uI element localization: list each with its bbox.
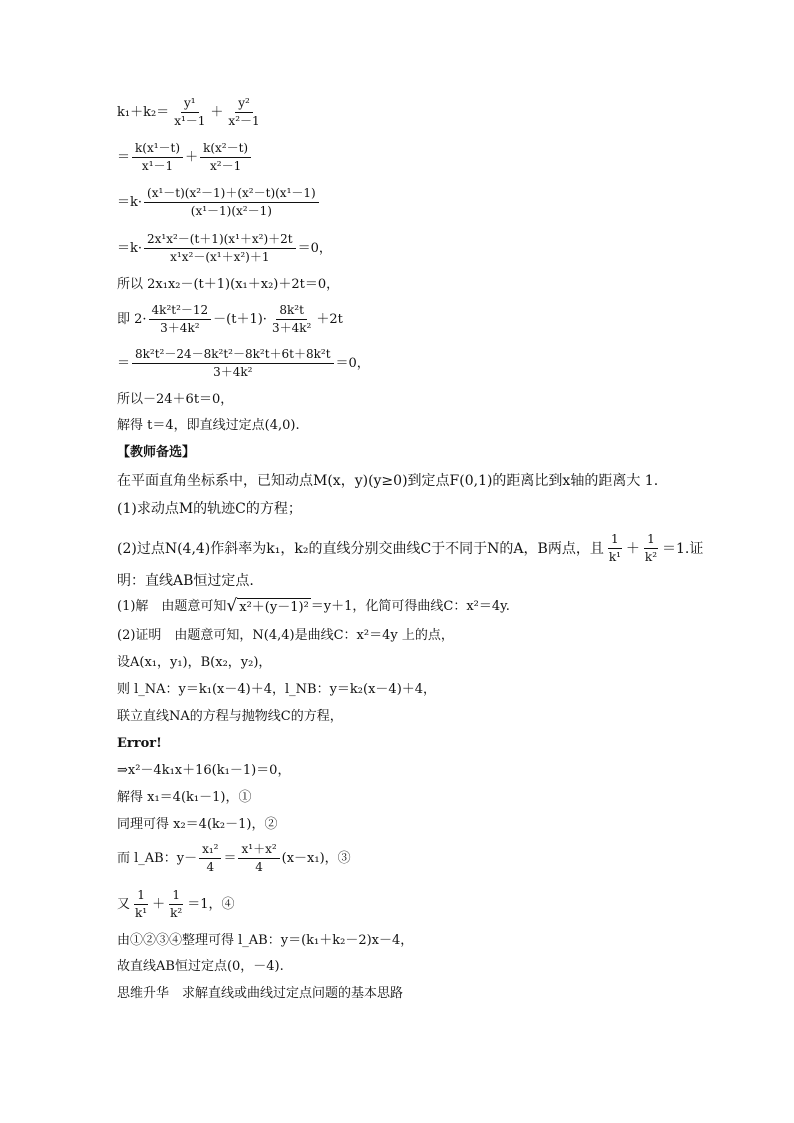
solution-line: 解得 x₁＝4(k₁－1)，①: [117, 790, 252, 805]
solution-line: 设A(x₁，y₁)，B(x₂，y₂)，: [117, 655, 272, 670]
fraction: $\frac{\text{2x¹x²－(t＋1)(x¹＋x²)＋2t}}{\text{x¹x²－(x¹＋x²)＋1}}$: [144, 232, 296, 265]
fraction: $\frac{\text{k(x¹－t)}}{\text{x¹－1}}$: [132, 141, 183, 174]
fraction: $\frac{1}{\text{k¹}}$: [135, 888, 148, 920]
fraction: $\frac{\text{8k²t²－24－8k²t²－8k²t＋6t＋8k²t}}{\text{3＋4k²}}$: [132, 347, 334, 380]
derivation-line-6: 即 2· $\frac{\text{4k²t²－12}}{\text{3＋4k²}}$ －(t＋1)· $\frac{\text{8k²t}}{\text{3＋4k²}}$ ＋2t: [117, 303, 343, 335]
derivation-line-5: 所以 2x₁x₂－(t＋1)(x₁＋x₂)＋2t＝0，: [117, 277, 340, 292]
fraction: $\frac{\text{k(x²－t)}}{\text{x²－1}}$: [200, 141, 251, 174]
fraction: $\frac{1}{\text{k²}}$: [644, 532, 658, 564]
fraction: $\frac{\text{y²}}{\text{x²－1}}$: [228, 96, 260, 128]
summary-heading: 思维升华 求解直线或曲线过定点问题的基本思路: [117, 986, 404, 1001]
solution-part-1: (1)解 由题意可知 √ x²＋(y－1)² ＝y＋1，化简可得曲线C：x²＝4y.: [117, 596, 510, 616]
teacher-heading: 【教师备选】: [117, 445, 196, 460]
derivation-line-4: ＝k· $\frac{\text{2x¹x²－(t＋1)(x¹＋x²)＋2t}}{\text{x¹x²－(x¹＋x²)＋1}}$ ＝0，: [117, 232, 332, 264]
fraction: $\frac{\text{8k²t}}{\text{3＋4k²}}$: [271, 303, 312, 335]
sqrt-expression: √ x²＋(y－1)²: [226, 596, 309, 616]
derivation-line-3: ＝k· $\frac{\text{(x¹－t)(x²－1)＋(x²－t)(x¹－1)}}{\text{(x¹－1)(x²－1)}}$: [117, 186, 321, 219]
problem-part-2: (2)过点N(4,4)作斜率为k₁，k₂的直线分别交曲线C于不同于N的A，B两点，且 $\frac{1}{\text{k¹}}$ ＋ $\frac{1}{\text{k²}}$ ＝1.证: [117, 532, 704, 564]
solution-line: 则 l_NA：y＝k₁(x－4)＋4，l_NB：y＝k₂(x－4)＋4，: [117, 682, 437, 697]
solution-part-2: (2)证明 由题意可知，N(4,4)是曲线C：x²＝4y 上的点，: [117, 628, 454, 643]
fraction: $\frac{\text{x₁²}}{4}$: [199, 842, 221, 875]
solution-line: 同理可得 x₂＝4(k₂－1)，②: [117, 817, 278, 832]
derivation-line-1: k₁＋k₂＝ $\frac{\text{y¹}}{\text{x¹－1}}$ ＋ $\frac{\text{y²}}{\text{x²－1}}$: [117, 96, 265, 129]
derivation-line-7: ＝ $\frac{\text{8k²t²－24－8k²t²－8k²t＋6t＋8k²t}}{\text{3＋4k²}}$ ＝0，: [117, 347, 370, 379]
solution-line: 联立直线NA的方程与抛物线C的方程，: [117, 709, 343, 724]
fraction: $\frac{\text{y¹}}{\text{x¹－1}}$: [174, 96, 206, 128]
derivation-line-8: 所以－24＋6t＝0，: [117, 392, 234, 407]
solution-line-condition: 又 $\frac{1}{\text{k¹}}$ ＋ $\frac{1}{\text{k²}}$ ＝1，④: [117, 888, 235, 920]
fraction: $\frac{\text{4k²t²－12}}{\text{3＋4k²}}$: [149, 303, 212, 336]
solution-line: ⇒x²－4k₁x＋16(k₁－1)＝0，: [117, 763, 291, 778]
fraction: $\frac{1}{\text{k¹}}$: [608, 532, 621, 564]
problem-part-2-cont: 明：直线AB恒过定点.: [117, 573, 254, 589]
solution-conclusion: 故直线AB恒过定点(0，－4).: [117, 959, 284, 974]
solution-line-ab: 而 l_AB：y－ $\frac{\text{x₁²}}{4}$ ＝ $\frac{\text{x¹＋x²}}{4}$ (x－x₁)，③: [117, 842, 351, 874]
problem-statement: 在平面直角坐标系中，已知动点M(x，y)(y≥0)到定点F(0,1)的距离比到x轴的距离大 1.: [117, 473, 659, 489]
error-text: Error!: [117, 736, 162, 751]
fraction: $\frac{1}{\text{k²}}$: [170, 888, 183, 920]
derivation-conclusion: 解得 t＝4，即直线过定点(4,0).: [117, 418, 300, 433]
derivation-line-2: ＝ $\frac{\text{k(x¹－t)}}{\text{x¹－1}}$ ＋ $\frac{\text{k(x²－t)}}{\text{x²－1}}$: [117, 141, 253, 174]
solution-line: 由①②③④整理可得 l_AB：y＝(k₁＋k₂－2)x－4，: [117, 933, 414, 948]
fraction: $\frac{\text{x¹＋x²}}{4}$: [238, 842, 279, 875]
expr-text: k₁＋k₂＝: [117, 104, 170, 120]
problem-part-1: (1)求动点M的轨迹C的方程；: [117, 501, 302, 517]
fraction: $\frac{\text{(x¹－t)(x²－1)＋(x²－t)(x¹－1)}}{\text{(x¹－1)(x²－1)}}$: [144, 186, 319, 219]
